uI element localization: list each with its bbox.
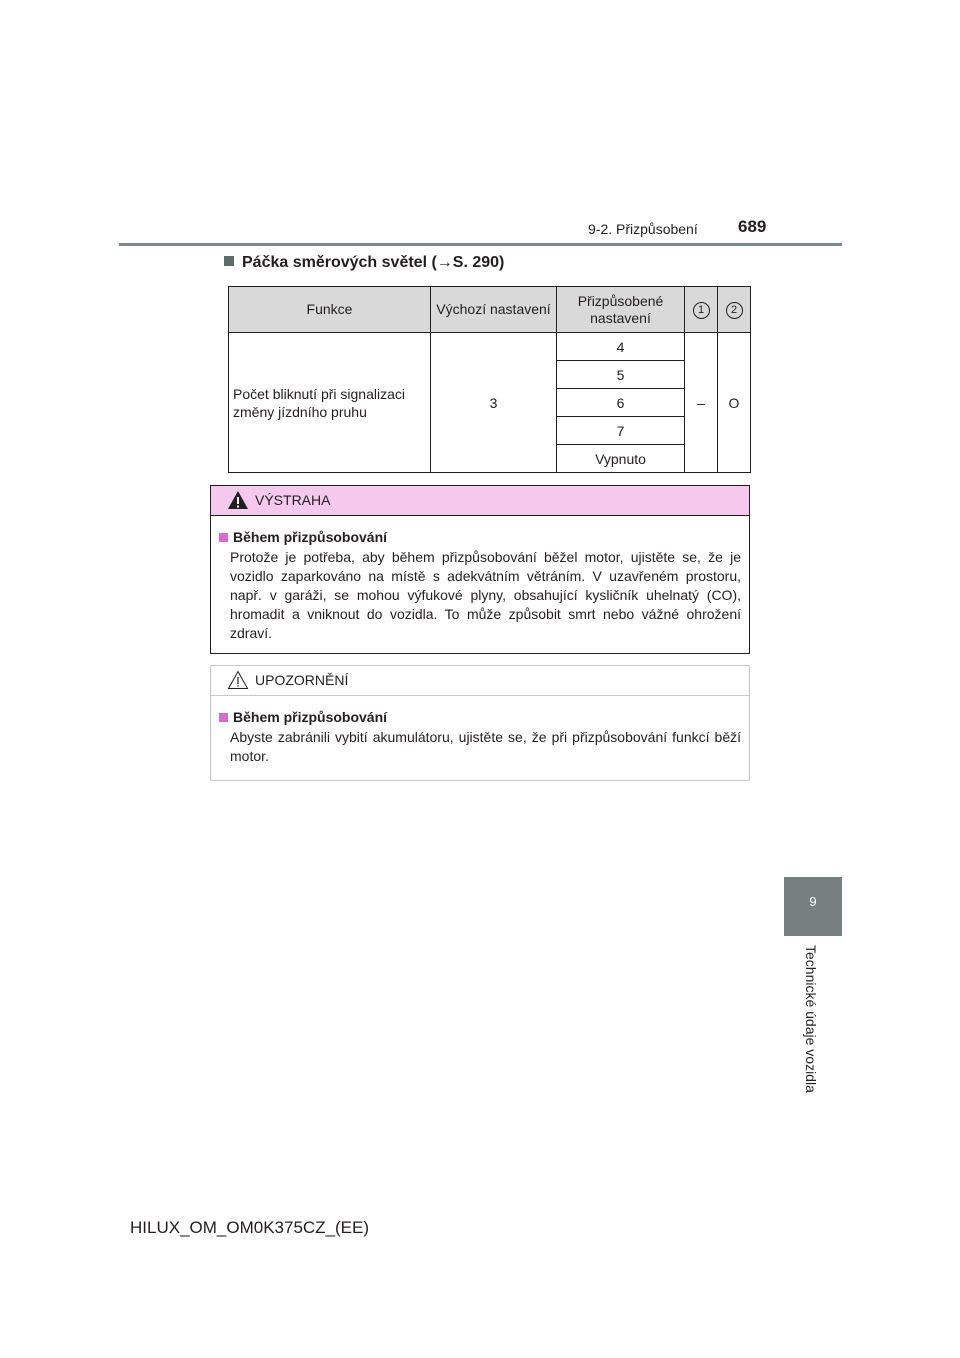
default-cell: 3	[431, 333, 557, 473]
function-cell: Počet bliknutí při signalizaci změny jízdního pruhu	[229, 333, 431, 473]
option-cell: 4	[557, 333, 685, 361]
option-cell: Vypnuto	[557, 445, 685, 473]
warning-text: Protože je potřeba, aby během přizpůsobování běžel motor, ujistěte se, že je vozidlo zaparkováno na místě s adekvátním větráním. V uzavřeném prostoru, např. v garáži, se mohou výfukové plyny, obsahující kysličník uhelnatý (CO), hromadit a vniknout do vozidla. To může způsobit smrt nebo vážné ohrožení zdraví.	[230, 549, 741, 641]
page-number: 689	[738, 217, 767, 236]
section-title: Páčka směrových světel (→S. 290)	[242, 254, 505, 271]
caution-body	[211, 696, 749, 766]
caution-triangle-icon	[227, 670, 249, 690]
caution-text: Abyste zabránili vybití akumulátoru, ujistěte se, že při přizpůsobování funkcí běží motor.	[230, 729, 741, 764]
square-bullet-icon	[219, 713, 228, 722]
table-row	[229, 333, 751, 361]
header-col1	[685, 287, 718, 333]
document-code: HILUX_OM_OM0K375CZ_(EE)	[130, 1218, 370, 1237]
warning-header	[211, 486, 749, 516]
header-function: Funkce	[229, 287, 431, 333]
caution-title	[219, 709, 741, 725]
warning-title-text: Během přizpůsobování	[233, 529, 388, 545]
header-col2	[718, 287, 751, 333]
warning-triangle-icon	[227, 490, 249, 510]
caution-title-text: Během přizpůsobování	[233, 709, 388, 725]
header-custom: Přizpůsobené nastavení	[557, 287, 685, 333]
square-bullet-icon	[219, 533, 228, 542]
caution-box	[210, 665, 750, 781]
section-header: 9-2. Přizpůsobení	[588, 221, 698, 237]
col2-cell: O	[718, 333, 751, 473]
circled-number-1: 1	[693, 302, 710, 319]
option-cell: 7	[557, 417, 685, 445]
section-heading	[224, 254, 504, 272]
caution-header	[211, 666, 749, 696]
warning-body	[211, 516, 749, 643]
col1-cell: –	[685, 333, 718, 473]
chapter-title: Technické údaje vozidla	[803, 945, 819, 1093]
option-cell: 5	[557, 361, 685, 389]
option-cell: 6	[557, 389, 685, 417]
table-header-row	[229, 287, 751, 333]
warning-box	[210, 485, 750, 654]
circled-number-2: 2	[726, 302, 743, 319]
header-divider	[119, 243, 842, 246]
header-default: Výchozí nastavení	[431, 287, 557, 333]
warning-label: VÝSTRAHA	[255, 492, 331, 508]
settings-table	[228, 286, 751, 473]
caution-label: UPOZORNĚNÍ	[255, 672, 349, 688]
warning-title	[219, 529, 741, 545]
chapter-tab: 9	[784, 877, 842, 936]
square-bullet-icon	[224, 256, 234, 266]
